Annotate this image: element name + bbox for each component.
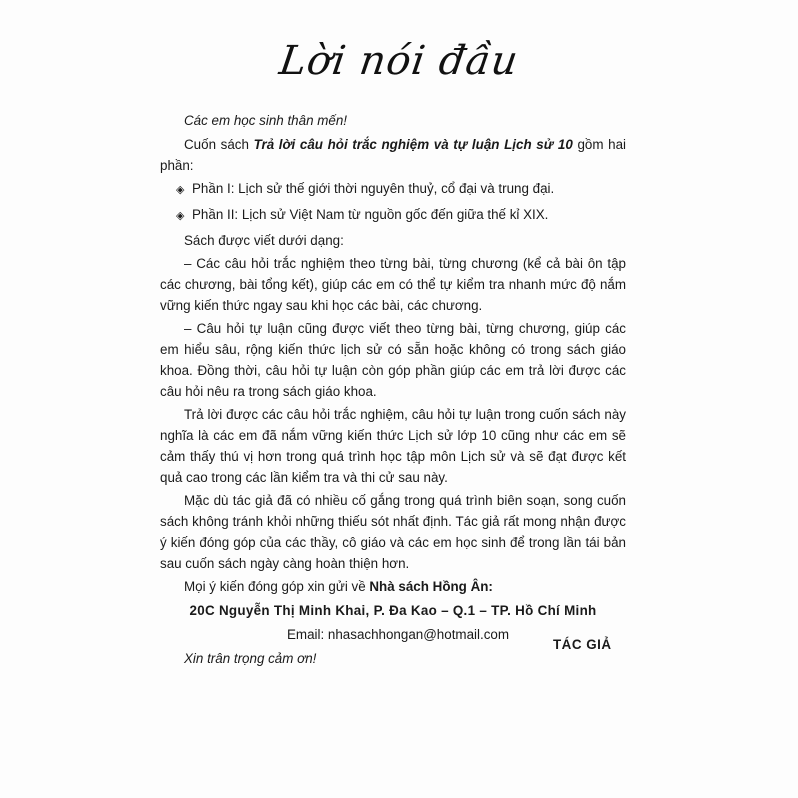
intro-paragraph (160, 134, 626, 176)
publisher-name: Nhà sách Hồng Ân: (369, 579, 493, 594)
feedback-prefix: Mọi ý kiến đóng góp xin gửi về (184, 579, 370, 594)
paragraph-essay: – Câu hỏi tự luận cũng được viết theo từng bài, từng chương, giúp các em hiểu sâu, rộng kiến thức lịch sử có sẵn hoặc không có trong sách giáo khoa. Đồng thời, câu hỏi tự luận còn góp phần giúp các em trả lời được các câu hỏi nêu ra trong sách giáo khoa. (160, 321, 626, 399)
page-title: Lời nói đầu (276, 38, 522, 84)
paragraph-benefit: Trả lời được các câu hỏi trắc nghiệm, câu hỏi tự luận trong cuốn sách này nghĩa là các em đã nắm vững kiến thức Lịch sử lớp 10 cũng như các em sẽ cảm thấy thú vị hơn trong quá trình học tập môn Lịch sử và sẽ đạt được kết quả cao trong các lần kiểm tra và thi cử sau này. (160, 407, 626, 485)
feedback-line (160, 576, 626, 597)
intro-prefix: Cuốn sách (184, 137, 254, 152)
part-item-1 (160, 178, 626, 201)
paragraph-mcq: – Các câu hỏi trắc nghiệm theo từng bài, từng chương (kể cả bài ôn tập các chương, bài tổng kết), giúp các em có thể tự kiểm tra nhanh mức độ nắm vững kiến thức ngay sau khi học các bài, các chương. (160, 256, 626, 313)
publisher-address: 20C Nguyễn Thị Minh Khai, P. Đa Kao – Q.1 – TP. Hồ Chí Minh (189, 603, 597, 618)
part-item-2 (160, 204, 626, 227)
author-signature: TÁC GIẢ (553, 637, 612, 652)
part-label-2: Phần II: Lịch sử Việt Nam từ nguồn gốc đến giữa thế kỉ XIX. (192, 207, 549, 222)
diamond-bullet-icon: ◈ (176, 210, 185, 222)
part-label-1: Phần I: Lịch sử thế giới thời nguyên thuỷ, cổ đại và trung đại. (192, 181, 555, 196)
format-intro: Sách được viết dưới dạng: (184, 233, 344, 248)
diamond-bullet-icon: ◈ (176, 184, 185, 196)
closing-line: Xin trân trọng cảm ơn! (184, 651, 317, 666)
book-title: Trả lời câu hỏi trắc nghiệm và tự luận Lịch sử 10 (253, 137, 573, 152)
intro-suffix: gồm hai phần: (160, 137, 627, 173)
paragraph-apology: Mặc dù tác giả đã có nhiều cố gắng trong quá trình biên soạn, song cuốn sách không tránh khỏi những thiếu sót nhất định. Tác giả rất mong nhận được ý kiến đóng góp của các thầy, cô giáo và các em học sinh để trong lần tái bản sau cuốn sách ngày càng hoàn thiện hơn. (160, 493, 626, 571)
preface-body (160, 110, 626, 669)
publisher-email: Email: nhasachhongan@hotmail.com (286, 627, 509, 642)
greeting: Các em học sinh thân mến! (184, 113, 348, 128)
